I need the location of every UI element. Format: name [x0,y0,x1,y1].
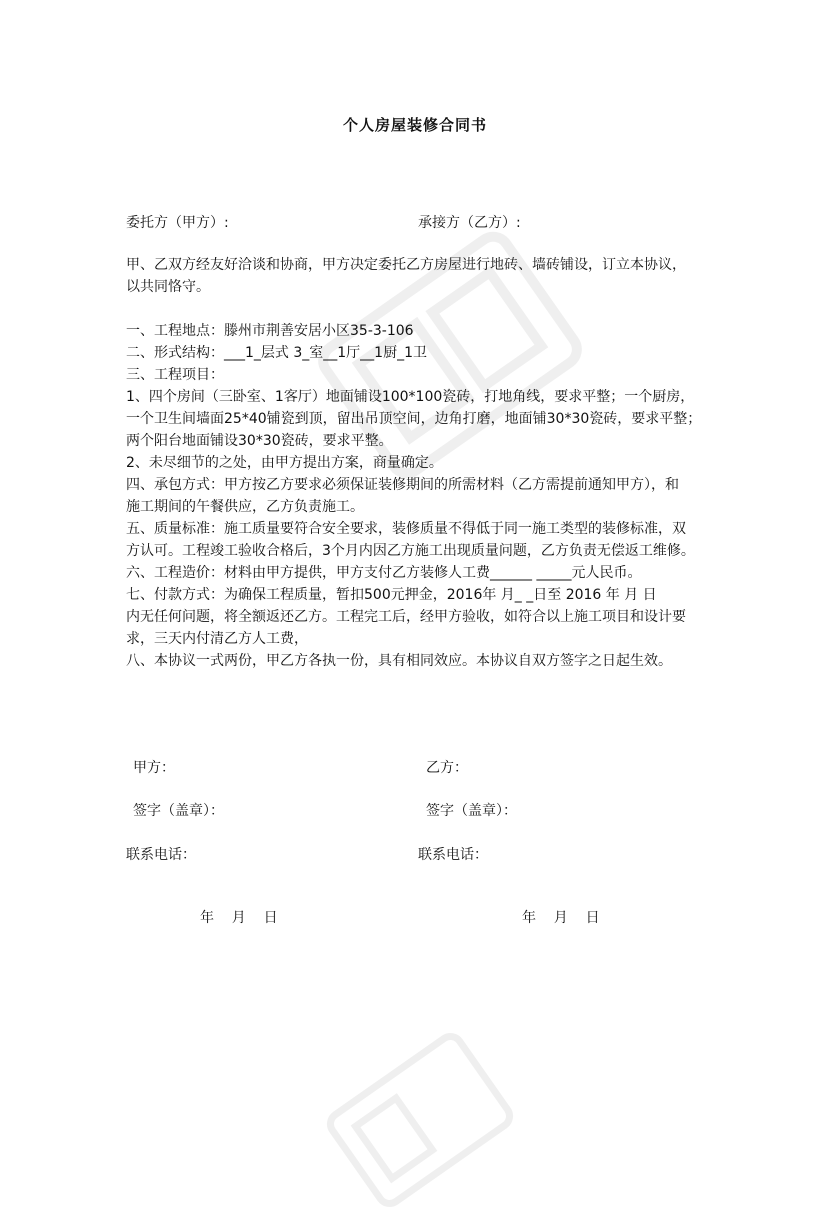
party-b-label: 承接方（乙方）: [418,215,521,231]
clause-line: 求，三天内付清乙方人工费， [126,631,308,647]
clause-line: 五、质量标准：施工质量要符合安全要求，装修质量不得低于同一施工类型的装修标准，双 [126,521,686,537]
phone-b: 联系电话： [418,847,488,863]
clause-line: 2、未尽细节的之处，由甲方提出方案，商量确定。 [126,455,443,471]
watermark-stamp-icon [304,1013,537,1226]
phone-a: 联系电话： [126,847,196,863]
clause-line: 一、工程地点：滕州市荆善安居小区35-3-106 [126,323,414,339]
intro-line: 甲、乙双方经友好洽谈和协商，甲方决定委托乙方房屋进行地砖、墙砖铺设，订立本协议， [126,257,686,273]
clause-line: 两个阳台地面铺设30*30瓷砖，要求平整。 [126,433,393,449]
clause-line: 内无任何问题，将全额返还乙方。工程完工后，经甲方验收，如符合以上施工项目和设计要 [126,609,686,625]
clause-line: 六、工程造价：材料由甲方提供，甲方支付乙方装修人工费______ _____元人民币。 [126,565,642,581]
sign-seal-b: 签字（盖章）： [426,803,517,819]
signature-party-b: 乙方： [426,760,468,776]
clause-line: 方认可。工程竣工验收合格后，3个月内因乙方施工出现质量问题，乙方负责无偿返工维修。 [126,543,695,559]
date-a: 年 月 日 [200,910,278,926]
document-title: 个人房屋装修合同书 [342,116,487,134]
clause-line: 1、四个房间（三卧室、1客厅）地面铺设100*100瓷砖，打地角线，要求平整；一个厨房， [126,389,695,405]
party-a-label: 委托方（甲方）: [126,215,229,231]
contract-body [126,254,711,672]
intro-line: 以共同恪守。 [126,279,210,295]
clause-line: 施工期间的午餐供应，乙方负责施工。 [126,499,364,515]
clause-line: 四、承包方式：甲方按乙方要求必须保证装修期间的所需材料（乙方需提前通知甲方），和 [126,477,679,493]
signature-party-a: 甲方： [133,760,175,776]
sign-seal-a: 签字（盖章）： [133,803,224,819]
clause-line: 二、形式结构：___1_层式 3_室__1厅__1厨_1卫 [126,345,427,361]
clause-line: 一个卫生间墙面25*40铺瓷到顶，留出吊顶空间，边角打磨，地面铺30*30瓷砖，要求平整； [126,411,702,427]
clause-line: 七、付款方式：为确保工程质量，暂扣500元押金，2016年 月_ _日至 2016 年 月 日 [126,587,657,603]
clause-line: 三、工程项目： [126,367,224,383]
date-b: 年 月 日 [522,910,600,926]
clause-line: 八、本协议一式两份，甲乙方各执一份，具有相同效应。本协议自双方签字之日起生效。 [126,653,672,669]
